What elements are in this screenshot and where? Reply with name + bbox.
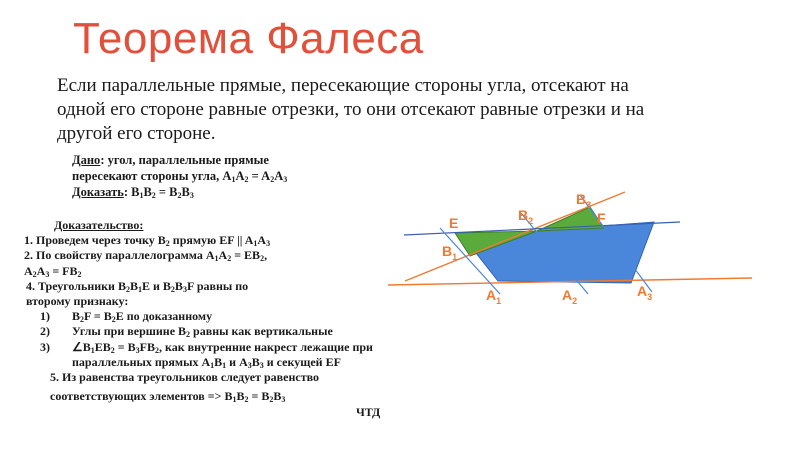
label-f: F	[597, 210, 606, 226]
parallelogram	[476, 222, 654, 283]
proof-block: Доказательство: 1. Проведем через точку $B_2$ прямую EF || $A_1A_3$ 2. По свойству параллелограмма $A_1A_2 = EB_2$, $A_2A_3 = FB_2$ 4. Треугольники $B_2B_1E$ и $B_2B_3F$ равны по второму признаку: 1) $B_2F = B_2E$ по доказанному 2) Углы при вершине $B_2$ равны как вертикальные 3) $\angle B_1EB_2 = B_3FB_2$, как внутренние накрест лежащие при параллельных прямых $A_1B_1$ и $A_3B_3$ и секущей EF 5. Из равенства треугольников следует равенство соответствующих элементов => $B_1B_2 = B_2B_3$	[24, 218, 373, 405]
theorem-statement: Если параллельные прямые, пересекающие стороны угла, отсекают на одной его стороне равные отрезки, то они отсекают равные отрезки и на другой его стороне.	[57, 75, 645, 144]
slide-title: Теорема Фалеса	[73, 14, 424, 63]
label-b3: $B_3$	[576, 191, 592, 210]
label-a1: $A_1$	[486, 287, 502, 306]
label-a2: $A_2$	[562, 287, 578, 306]
label-e: E	[449, 215, 459, 231]
given-block: Дано: угол, параллельные прямые пересекают стороны угла, $A_1A_2 = A_2A_3$ Доказать: $B_1B_2 = B_2B_3$	[72, 153, 288, 200]
label-b1: $B_1$	[442, 243, 458, 262]
label-a3: $A_3$	[637, 283, 653, 302]
label-b2: $B_2$	[518, 207, 534, 226]
qed-mark: ЧТД	[356, 405, 381, 419]
